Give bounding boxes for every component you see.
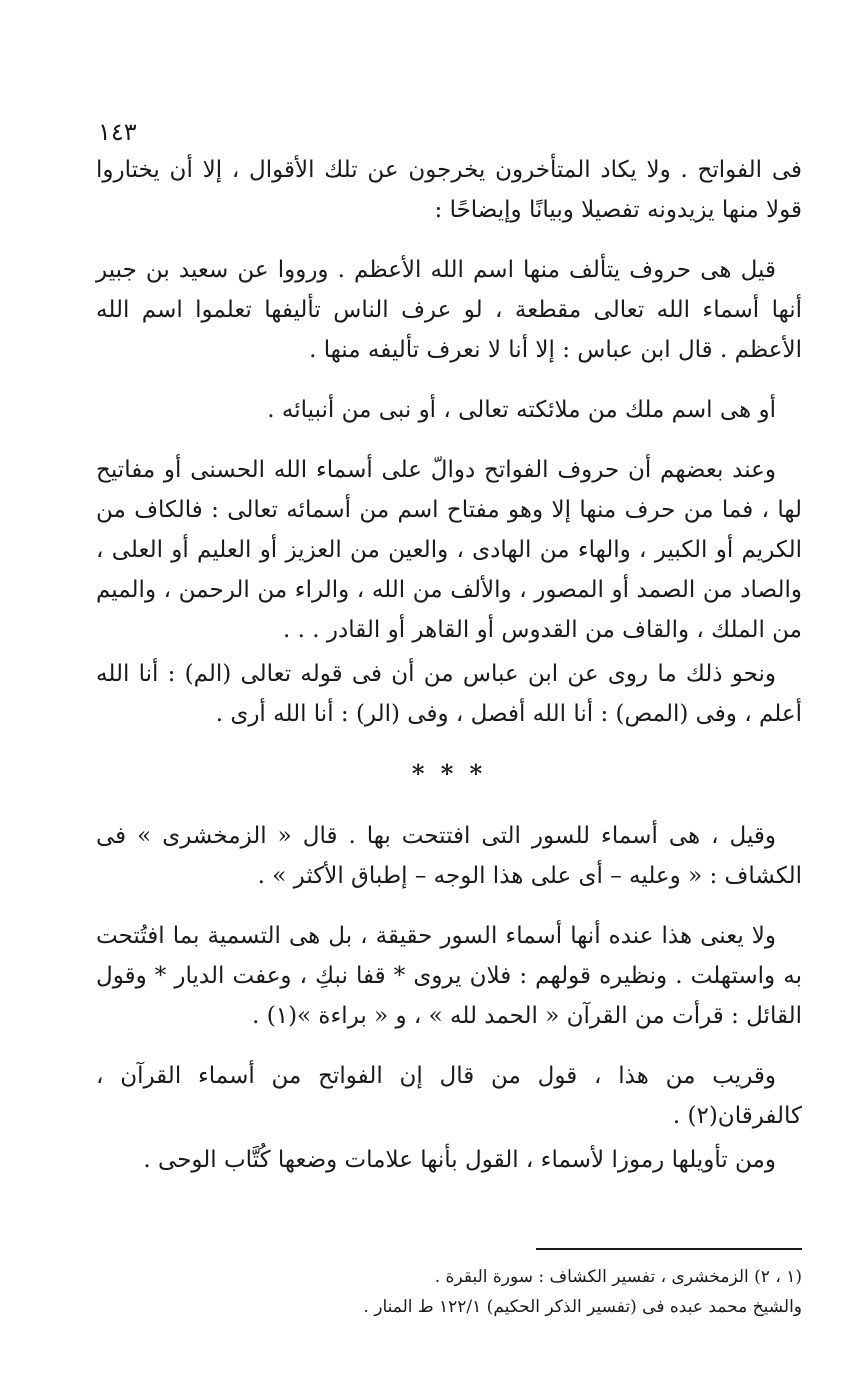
paragraph-naming: ولا يعنى هذا عنده أنها أسماء السور حقيقة ، بل هى التسمية بما افتُتحت به واستهلت . ونظيره قولهم : فلان يروى * قفا نبكِ ، وعفت الديار * وقول القائل : قرأت من القرآن « الحمد لله » ، و « براءة »(١) .	[96, 923, 802, 1029]
paragraph-angel-prophet: أو هى اسم ملك من ملائكته تعالى ، أو نبى من أنبيائه .	[267, 397, 776, 423]
footnote-1: (١ ، ٢) الزمخشرى ، تفسير الكشاف : سورة البقرة .	[434, 1267, 802, 1287]
paragraph-divine-names: وعند بعضهم أن حروف الفواتح دوالّ على أسماء الله الحسنى أو مفاتيح لها ، فما من حرف منها إلا وهو مفتاح اسم من أسمائه تعالى : فالكاف من الكريم أو الكبير ، والهاء من الهادى ، والعين من العزيز أو العليم أو العلى ، والصاد من الصمد أو المصور ، والألف من الله ، والراء من الرحمن ، والميم من الملك ، والقاف من القدوس أو القاهر أو القادر . . .	[96, 457, 802, 643]
paragraph-surah-names: وقيل ، هى أسماء للسور التى افتتحت بها . قال « الزمخشرى » فى الكشاف : « وعليه – أى على هذا الوجه – إطباق الأكثر » .	[96, 823, 802, 889]
page-number: ١٤٣	[98, 118, 137, 146]
paragraph-quran-names: وقريب من هذا ، قول من قال إن الفواتح من أسماء القرآن ، كالفرقان(٢) .	[96, 1063, 802, 1129]
footnote-2: والشيخ محمد عبده فى (تفسير الذكر الحكيم) ١٢٢/١ ط المنار .	[363, 1297, 802, 1317]
paragraph-ibn-abbas: ونحو ذلك ما روى عن ابن عباس من أن فى قوله تعالى (الم) : أنا الله أعلم ، وفى (المص) : أنا الله أفصل ، وفى (الر) : أنا الله أرى .	[96, 661, 802, 727]
paragraph-greatest-name: قيل هى حروف يتألف منها اسم الله الأعظم . ورووا عن سعيد بن جبير أنها أسماء الله تعالى مقطعة ، لو عرف الناس تأليفها تعلموا اسم الله الأعظم . قال ابن عباس : إلا أنا لا نعرف تأليفه منها .	[96, 257, 802, 363]
paragraph-scribes: ومن تأويلها رموزا لأسماء ، القول بأنها علامات وضعها كُتَّاب الوحى .	[143, 1147, 776, 1173]
body-text	[96, 150, 802, 1200]
footnotes	[300, 1262, 802, 1322]
paragraph-intro: فى الفواتح . ولا يكاد المتأخرون يخرجون عن تلك الأقوال ، إلا أن يختاروا قولا منها يزيدونه تفصيلا وبيانًا وإيضاحًا :	[96, 157, 802, 223]
section-separator: * * *	[411, 759, 487, 788]
footnote-divider	[536, 1248, 802, 1250]
